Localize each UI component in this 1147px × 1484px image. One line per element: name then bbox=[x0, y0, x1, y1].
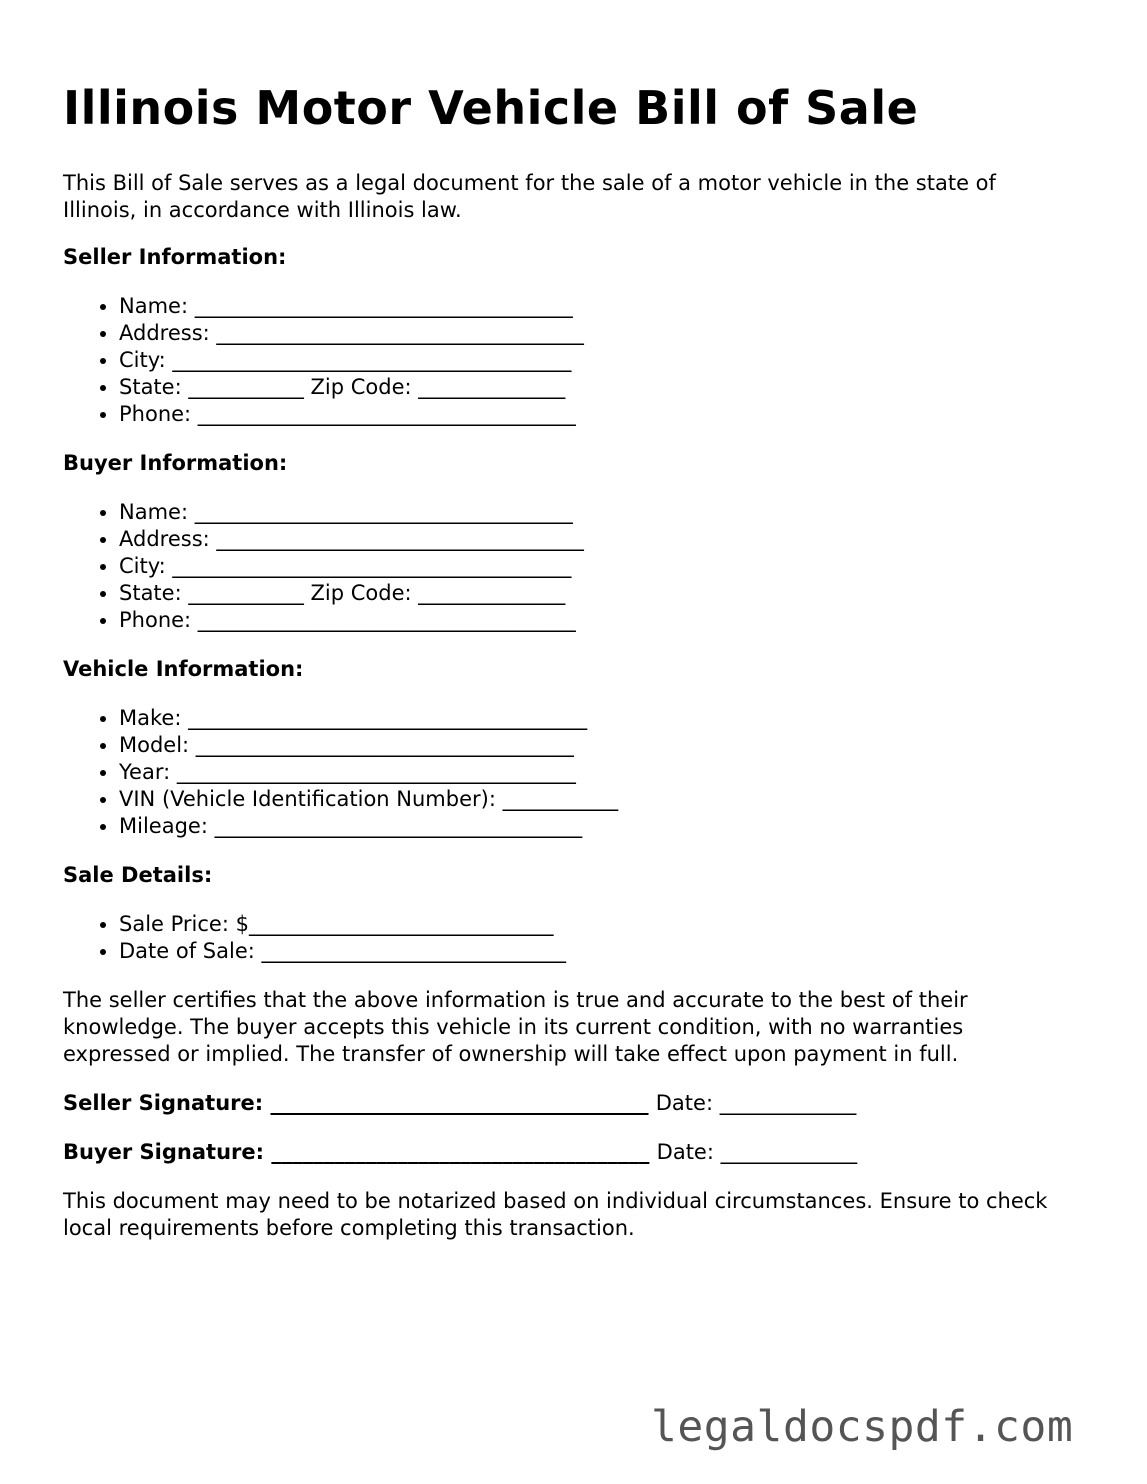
seller-city-field[interactable]: • City: ______________________________________ bbox=[119, 347, 1073, 374]
vehicle-make-field[interactable]: • Make: ______________________________________ bbox=[119, 705, 1073, 732]
document-title: Illinois Motor Vehicle Bill of Sale bbox=[63, 81, 919, 135]
vehicle-heading: Vehicle Information: bbox=[63, 657, 304, 681]
sale-heading: Sale Details: bbox=[63, 863, 213, 887]
buyer-date-field[interactable]: Date: _____________ bbox=[656, 1140, 858, 1164]
vehicle-model-field[interactable]: • Model: ____________________________________ bbox=[119, 732, 1073, 759]
buyer-name-field[interactable]: • Name: ____________________________________ bbox=[119, 499, 1073, 526]
seller-state-zip-field[interactable]: • State: ___________ Zip Code: ______________ bbox=[119, 374, 1073, 401]
buyer-signature-line bbox=[63, 1139, 1073, 1166]
seller-address-field[interactable]: • Address: ___________________________________ bbox=[119, 320, 1073, 347]
buyer-city-field[interactable]: • City: ______________________________________ bbox=[119, 553, 1073, 580]
notarization-notice: This document may need to be notarized based on individual circumstances. Ensure to check local requirements before completing this transaction. bbox=[63, 1189, 1048, 1240]
watermark: legaldocspdf.com bbox=[651, 1402, 1074, 1452]
vehicle-mileage-field[interactable]: • Mileage: ___________________________________ bbox=[119, 813, 1073, 840]
buyer-list bbox=[63, 499, 1073, 634]
seller-list bbox=[63, 293, 1073, 428]
seller-signature-label: Seller Signature: bbox=[63, 1091, 264, 1115]
buyer-signature-label: Buyer Signature: bbox=[63, 1140, 265, 1164]
buyer-address-field[interactable]: • Address: ___________________________________ bbox=[119, 526, 1073, 553]
buyer-heading: Buyer Information: bbox=[63, 451, 288, 475]
seller-date-field[interactable]: Date: _____________ bbox=[655, 1091, 857, 1115]
seller-heading: Seller Information: bbox=[63, 245, 287, 269]
certification-paragraph: The seller certifies that the above information is true and accurate to the best of their knowledge. The buyer accepts this vehicle in its current condition, with no warranties expressed or implied. The transfer of ownership will take effect upon payment in full. bbox=[63, 988, 968, 1066]
sale-price-field[interactable]: • Sale Price: $_____________________________ bbox=[119, 911, 1073, 938]
seller-signature-line bbox=[63, 1090, 1073, 1117]
sale-list bbox=[63, 911, 1073, 965]
document-page bbox=[63, 80, 1073, 1242]
buyer-phone-field[interactable]: • Phone: ____________________________________ bbox=[119, 607, 1073, 634]
seller-phone-field[interactable]: • Phone: ____________________________________ bbox=[119, 401, 1073, 428]
sale-date-field[interactable]: • Date of Sale: _____________________________ bbox=[119, 938, 1073, 965]
intro-paragraph: This Bill of Sale serves as a legal document for the sale of a motor vehicle in the state of Illinois, in accordance with Illinois law. bbox=[63, 171, 996, 222]
vehicle-vin-field[interactable]: • VIN (Vehicle Identification Number): ___________ bbox=[119, 786, 1073, 813]
seller-name-field[interactable]: • Name: ____________________________________ bbox=[119, 293, 1073, 320]
buyer-state-zip-field[interactable]: • State: ___________ Zip Code: ______________ bbox=[119, 580, 1073, 607]
seller-signature-field[interactable]: ____________________________________ bbox=[263, 1091, 656, 1115]
vehicle-list bbox=[63, 705, 1073, 840]
vehicle-year-field[interactable]: • Year: ______________________________________ bbox=[119, 759, 1073, 786]
buyer-signature-field[interactable]: ____________________________________ bbox=[264, 1140, 657, 1164]
